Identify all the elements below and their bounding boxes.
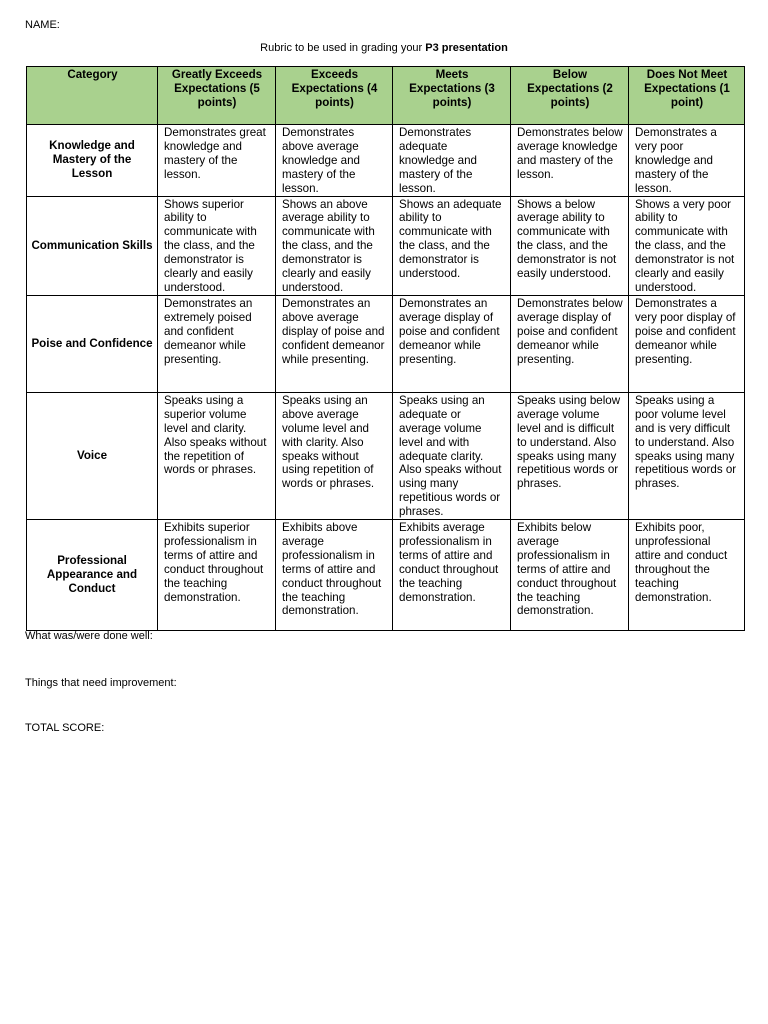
table-cell: Demonstrates above average knowledge and mastery of the lesson. — [276, 125, 393, 197]
subtitle-text: Rubric to be used in grading your — [260, 42, 426, 54]
table-cell: Speaks using an above average volume level and with clarity. Also speaks without using repetition of words or phrases. — [276, 392, 393, 519]
name-label: NAME: — [25, 19, 60, 31]
row-category: Communication Skills — [27, 196, 158, 295]
table-cell: Exhibits superior professionalism in terms of attire and conduct throughout the teaching demonstration. — [158, 520, 276, 631]
table-cell: Shows an above average ability to communicate with the class, and the demonstrator is clearly and easily understood. — [276, 196, 393, 295]
table-cell: Speaks using a superior volume level and clarity. Also speaks without the repetition of words or phrases. — [158, 392, 276, 519]
table-cell: Shows a below average ability to communicate with the class, and the demonstrator is not easily understood. — [511, 196, 629, 295]
table-cell: Demonstrates great knowledge and mastery of the lesson. — [158, 125, 276, 197]
table-row — [27, 125, 745, 197]
row-category: Knowledge and Mastery of the Lesson — [27, 125, 158, 197]
table-row — [27, 392, 745, 519]
column-header-exceeds: Exceeds Expectations (4 points) — [276, 67, 393, 125]
column-header-below: Below Expectations (2 points) — [511, 67, 629, 125]
column-header-category: Category — [27, 67, 158, 125]
subtitle-bold: P3 presentation — [425, 42, 508, 54]
table-cell: Demonstrates below average knowledge and mastery of the lesson. — [511, 125, 629, 197]
table-cell: Exhibits above average professionalism in terms of attire and conduct throughout the teaching demonstration. — [276, 520, 393, 631]
table-row — [27, 295, 745, 392]
table-cell: Shows superior ability to communicate with the class, and the demonstrator is clearly and easily understood. — [158, 196, 276, 295]
column-header-meets: Meets Expectations (3 points) — [393, 67, 511, 125]
rubric-table — [26, 66, 745, 631]
column-header-does-not-meet: Does Not Meet Expectations (1 point) — [629, 67, 745, 125]
table-row — [27, 520, 745, 631]
header-row — [27, 67, 745, 125]
table-cell: Shows a very poor ability to communicate with the class, and the demonstrator is not clearly and easily understood. — [629, 196, 745, 295]
table-cell: Exhibits average professionalism in terms of attire and conduct throughout the teaching demonstration. — [393, 520, 511, 631]
row-category: Professional Appearance and Conduct — [27, 520, 158, 631]
table-row — [27, 196, 745, 295]
table-cell: Demonstrates an extremely poised and confident demeanor while presenting. — [158, 295, 276, 392]
table-cell: Demonstrates a very poor knowledge and mastery of the lesson. — [629, 125, 745, 197]
table-cell: Shows an adequate ability to communicate with the class, and the demonstrator is understood. — [393, 196, 511, 295]
improvement-label: Things that need improvement: — [25, 677, 177, 689]
column-header-greatly-exceeds: Greatly Exceeds Expectations (5 points) — [158, 67, 276, 125]
table-cell: Demonstrates an above average display of poise and confident demeanor while presenting. — [276, 295, 393, 392]
rubric-subtitle — [0, 42, 768, 54]
table-cell: Speaks using an adequate or average volume level and with adequate clarity. Also speaks without using many repetitious words or phrases. — [393, 392, 511, 519]
table-cell: Demonstrates a very poor display of poise and confident demeanor while presenting. — [629, 295, 745, 392]
row-category: Voice — [27, 392, 158, 519]
table-cell: Exhibits below average professionalism in terms of attire and conduct throughout the teaching demonstration. — [511, 520, 629, 631]
table-cell: Exhibits poor, unprofessional attire and conduct throughout the teaching demonstration. — [629, 520, 745, 631]
total-score-label: TOTAL SCORE: — [25, 722, 105, 734]
table-cell: Speaks using a poor volume level and is very difficult to understand. Also speaks using many repetitious words or phrases. — [629, 392, 745, 519]
table-cell: Speaks using below average volume level and is difficult to understand. Also speaks using many repetitious words or phrases. — [511, 392, 629, 519]
done-well-label: What was/were done well: — [25, 630, 153, 642]
table-cell: Demonstrates an average display of poise and confident demeanor while presenting. — [393, 295, 511, 392]
table-cell: Demonstrates adequate knowledge and mastery of the lesson. — [393, 125, 511, 197]
table-cell: Demonstrates below average display of poise and confident demeanor while presenting. — [511, 295, 629, 392]
row-category: Poise and Confidence — [27, 295, 158, 392]
